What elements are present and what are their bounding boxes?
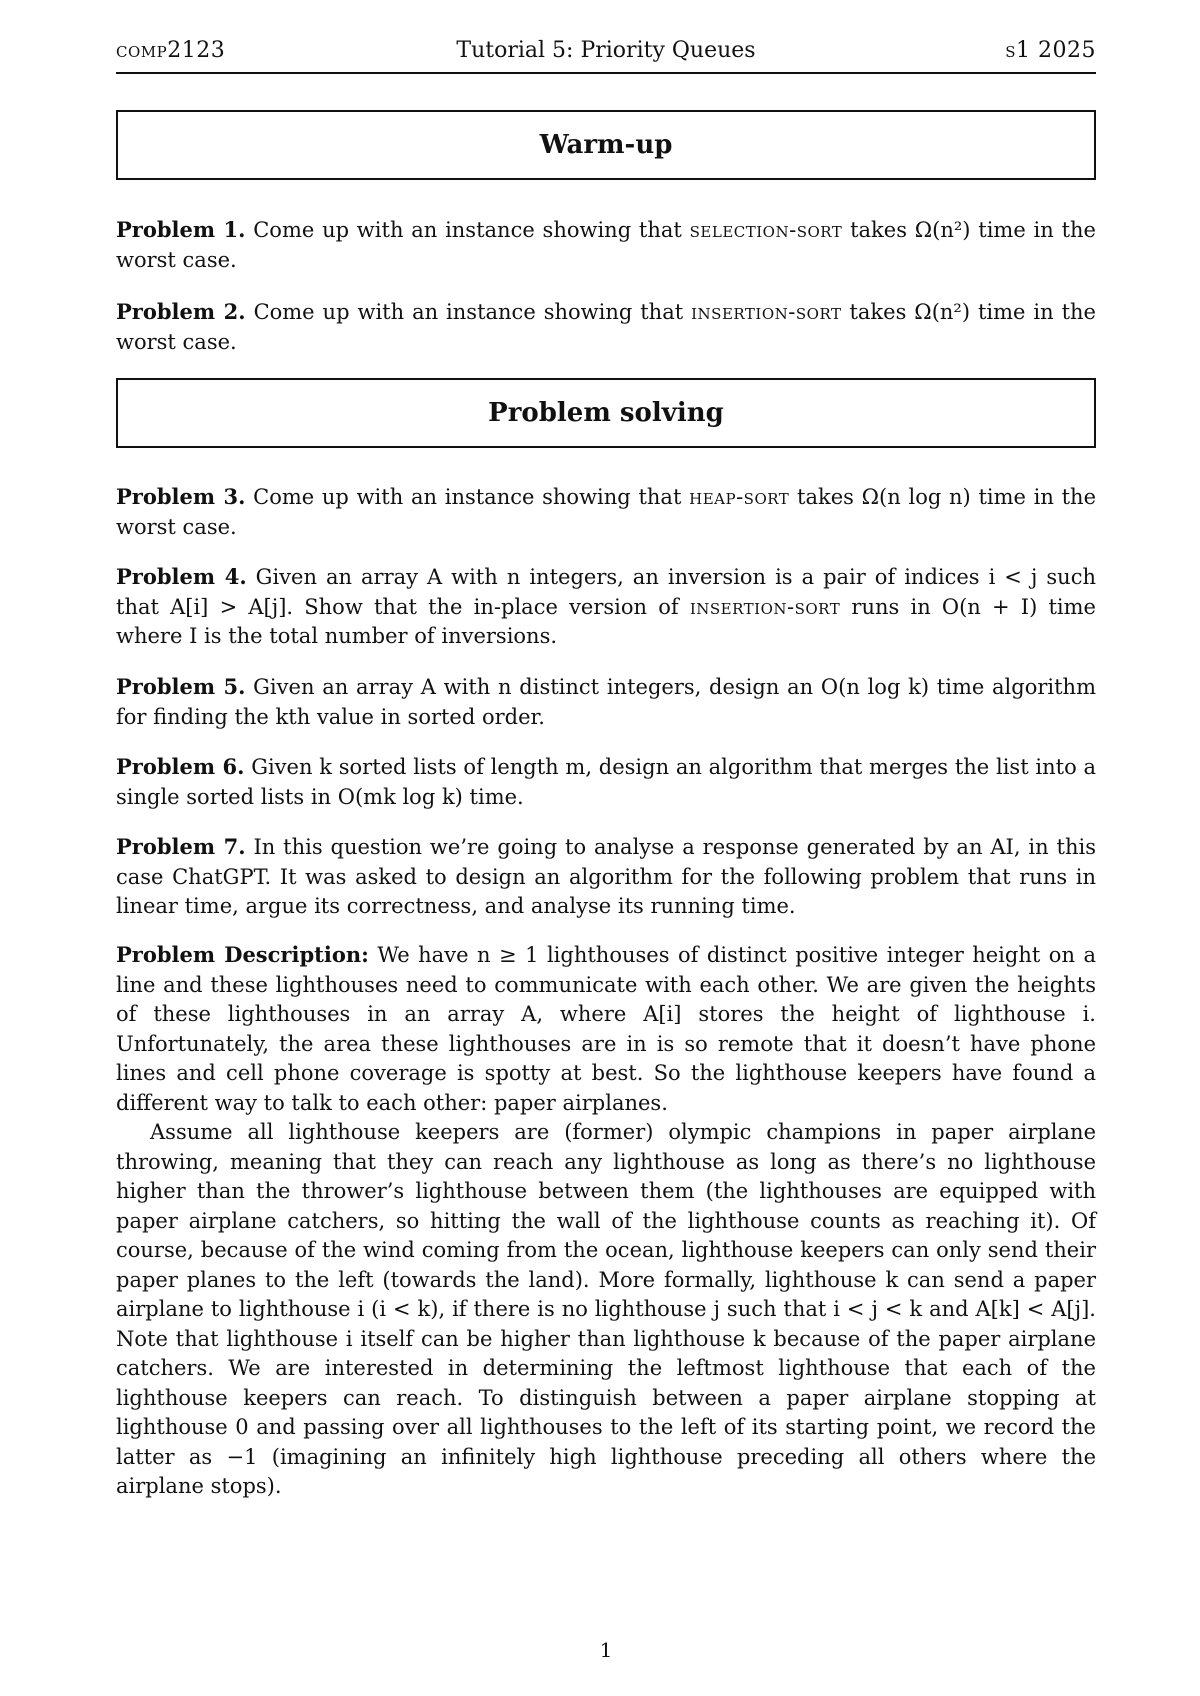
problem-6 bbox=[116, 752, 1096, 812]
problem-text: takes Ω(n log n) time in the worst case. bbox=[116, 485, 1097, 539]
problem-label: Problem 1. bbox=[116, 217, 246, 242]
problem-text: takes Ω(n²) time in the worst case. bbox=[116, 218, 1096, 272]
problem-text: Given an array A with n distinct integers, design an O(n log k) time algorithm for finding the kth value in sorted order. bbox=[116, 675, 1096, 729]
problem-text: Come up with an instance showing that bbox=[253, 300, 684, 324]
problem-label: Problem 7. bbox=[116, 834, 246, 859]
semester-label: s1 2025 bbox=[1005, 38, 1096, 63]
page-header bbox=[116, 36, 1096, 74]
problem-text: Given k sorted lists of length m, design an algorithm that merges the list into a single sorted lists in O(mk log k) time. bbox=[116, 755, 1096, 809]
problem-text: Come up with an instance showing that bbox=[253, 218, 682, 242]
algorithm-name: heap-sort bbox=[689, 485, 790, 509]
section-heading-warmup bbox=[116, 110, 1096, 180]
problem-7 bbox=[116, 832, 1096, 922]
problem-4 bbox=[116, 562, 1096, 652]
problem-text: runs in O(n + I) time where I is the total number of inversions. bbox=[116, 594, 1096, 648]
problem-label: Problem 5. bbox=[116, 674, 246, 699]
problem-label: Problem 6. bbox=[116, 754, 245, 779]
problem-3 bbox=[116, 482, 1096, 542]
section-title: Problem solving bbox=[488, 398, 724, 428]
description-paragraph-2: Assume all lighthouse keepers are (former) olympic champions in paper airplane throwing, meaning that they can reach any lighthouse as long as there’s no lighthouse higher than the thrower’s lighthouse between them (the lighthouses are equipped with paper airplane catchers, so hitting the wall of the lighthouse counts as reaching it). Of course, because of the wind coming from the ocean, lighthouse keepers can only send their paper planes to the left (towards the land). More formally, lighthouse k can send a paper airplane to lighthouse i (i < k), if there is no lighthouse j such that i < j < k and A[k] < A[j]. Note that lighthouse i itself can be higher than lighthouse k because of the paper airplane catchers. We are interested in determining the leftmost lighthouse that each of the lighthouse keepers can reach. To distinguish between a paper airplane stopping at lighthouse 0 and passing over all lighthouses to the left of its starting point, we record the latter as −1 (imagining an infinitely high lighthouse preceding all others where the airplane stops). bbox=[116, 1120, 1096, 1498]
problem-text: takes Ω(n²) time in the worst case. bbox=[116, 300, 1096, 354]
problem-2 bbox=[116, 297, 1096, 357]
tutorial-title: Tutorial 5: Priority Queues bbox=[456, 38, 756, 63]
algorithm-name: selection-sort bbox=[689, 218, 843, 242]
problem-label: Problem 3. bbox=[116, 484, 246, 509]
problem-1 bbox=[116, 215, 1096, 275]
problem-text: Given an array A with n integers, an inversion is a pair of indices i < j such that A[i] > A[j]. Show that the in-place version of bbox=[116, 565, 1096, 619]
problem-5 bbox=[116, 672, 1096, 732]
problem-text: In this question we’re going to analyse a response generated by an AI, in this case ChatGPT. It was asked to design an algorithm for the following problem that runs in linear time, argue its correctness, and analyse its running time. bbox=[116, 835, 1096, 918]
section-title: Warm-up bbox=[539, 130, 673, 160]
course-code: comp2123 bbox=[116, 38, 226, 63]
problem-text: Come up with an instance showing that bbox=[253, 485, 682, 509]
problem-description bbox=[116, 940, 1096, 1502]
description-text: We have n ≥ 1 lighthouses of distinct positive integer height on a line and these lighthouses need to communicate with each other. We are given the heights of these lighthouses in an array A, where A[i] stores the height of lighthouse i. Unfortunately, the area these lighthouses are in is so remote that it doesn’t have phone lines and cell phone coverage is spotty at best. So the lighthouse keepers have found a different way to talk to each other: paper airplanes. bbox=[116, 943, 1096, 1115]
page-number: 1 bbox=[599, 1638, 613, 1662]
algorithm-name: insertion-sort bbox=[689, 594, 841, 619]
section-heading-problem-solving bbox=[116, 378, 1096, 448]
problem-label: Problem 4. bbox=[116, 564, 247, 589]
description-label: Problem Description: bbox=[116, 942, 369, 967]
problem-label: Problem 2. bbox=[116, 299, 246, 324]
algorithm-name: insertion-sort bbox=[691, 300, 842, 324]
